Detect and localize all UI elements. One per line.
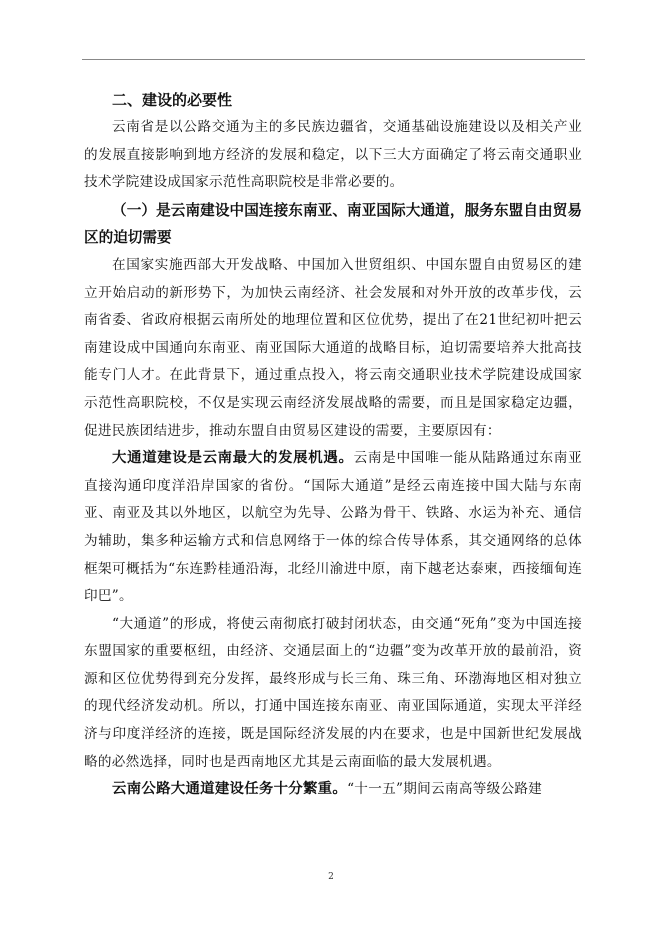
paragraph-opportunity-lead: 大通道建设是云南最大的发展机遇。 [112,450,354,467]
paragraph-background: 在国家实施西部大开发战略、中国加入世贸组织、中国东盟自由贸易区的建立开始启动的新形势下，为加快云南经济、社会发展和对外开放的改革步伐，云南省委、省政府根据云南所处的地理位置和区位优势，提出了在21世纪初叶把云南建设成中国通向东南亚、南亚国际大通道的战略目标，迫切需要培养大批高技能专门人才。在此背景下，通过重点投入，将云南交通职业技术学院建设成国家示范性高职院校，不仅是实现云南经济发展战略的需要，而且是国家稳定边疆，促进民族团结进步，推动东盟自由贸易区建设的需要，主要原因有： [84,256,582,439]
paragraph-highway-body: “十一五”期间云南高等级公路建 [347,781,543,798]
paragraph-intro: 云南省是以公路交通为主的多民族边疆省，交通基础设施建设以及相关产业的发展直接影响到地方经济的发展和稳定，以下三大方面确定了将云南交通职业技术学院建设成国家示范性高职院校是非常必要的。 [84,119,582,191]
paragraph-corridor: “大通道”的形成，将使云南彻底打破封闭状态，由交通“死角”变为中国连接东盟国家的重要枢纽，由经济、交通层面上的“边疆”变为改革开放的最前沿，资源和区位优势得到充分发挥，最终形成与长三角、珠三角、环渤海地区相对独立的现代经济发动机。所以，打通中国连接东南亚、南亚国际通道，实现太平洋经济与印度洋经济的连接，既是国际经济发展的内在要求，也是中国新世纪发展战略的必然选择，同时也是西南地区尤其是云南面临的最大发展机遇。 [84,615,582,770]
paragraph-opportunity [84,445,582,611]
document-body [84,80,582,804]
header-rule [82,59,585,60]
subheading-1: （一）是云南建设中国连接东南亚、南亚国际大通道，服务东盟自由贸易区的迫切需要 [84,201,582,247]
paragraph-highway [84,776,582,804]
section-heading: 二、建设的必要性 [112,91,233,109]
paragraph-highway-lead: 云南公路大通道建设任务十分繁重。 [112,781,348,798]
page-number: 2 [328,872,334,882]
paragraph-opportunity-body: 云南是中国唯一能从陆路通过东南亚直接沟通印度洋沿岸国家的省份。“国际大通道”是经云南连接中国大陆与东南亚、南亚及其以外地区，以航空为先导、公路为骨干、铁路、水运为补充、通信为辅助，集多种运输方式和信息网络于一体的综合传导体系，其交通网络的总体框架可概括为“东连黔桂通沿海，北经川渝进中原，南下越老达泰柬，西接缅甸连印巴”。 [84,450,582,605]
